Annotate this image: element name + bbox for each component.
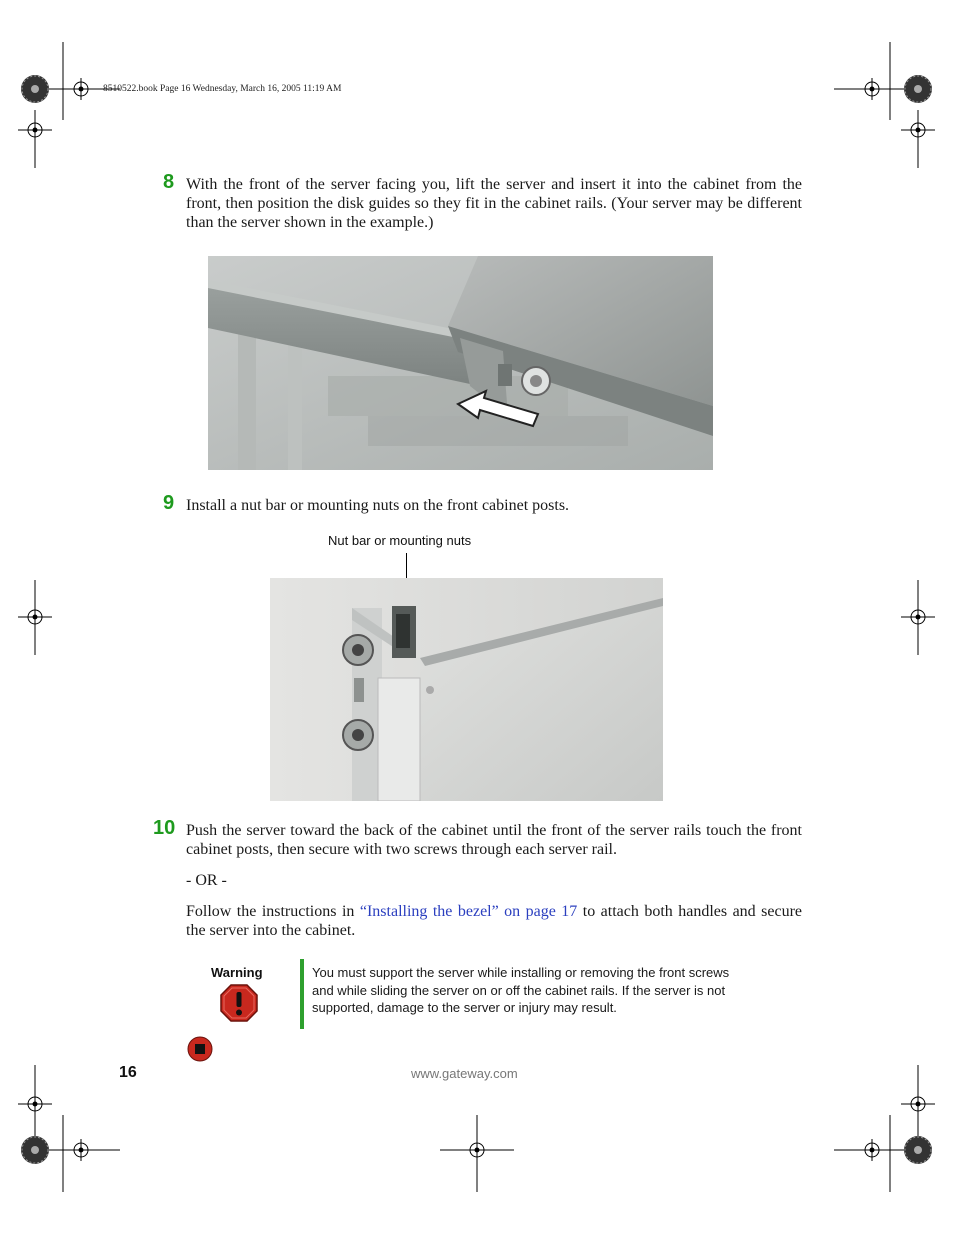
installing-bezel-link[interactable]: “Installing the bezel” on page 17 [359, 903, 578, 920]
warning-label: Warning [211, 965, 263, 980]
step-8-number: 8 [163, 171, 175, 193]
step-8-text: With the front of the server facing you, lift the server and insert it into the cabinet from the front, then position the disk guides so they fit in the cabinet rails. (Your server may be different than the server shown in the example.) [186, 176, 802, 231]
exclamation-octagon-icon [220, 984, 258, 1022]
server-insertion-photo [208, 256, 713, 470]
page-number: 16 [119, 1064, 137, 1081]
follow-text-after: to attach both handles and secure the server into the cabinet. [186, 903, 803, 939]
step-10-text: Push the server toward the back of the cabinet until the front of the server rails touch the front cabinet posts, then secure with two screws through each server rail. [186, 822, 802, 858]
warning-divider-bar [300, 959, 304, 1029]
nut-bar-photo [270, 578, 663, 801]
nut-bar-callout: Nut bar or mounting nuts [328, 533, 472, 548]
follow-text-before: Follow the instructions in [186, 903, 360, 920]
follow-instructions [186, 902, 802, 940]
book-info-header: 8510522.book Page 16 Wednesday, March 16, 2005 11:19 AM [103, 84, 342, 94]
stop-icon [187, 1036, 213, 1062]
warning-text: You must support the server while installing or removing the front screws and while sliding the server on or off the cabinet rails. If the server is not supported, damage to the server or injury may result. [312, 965, 730, 1015]
step-9-number: 9 [163, 492, 175, 514]
or-separator: - OR - [186, 872, 227, 889]
step-9-text: Install a nut bar or mounting nuts on the front cabinet posts. [186, 497, 570, 514]
footer-url: www.gateway.com [411, 1066, 518, 1081]
step-10-number: 10 [153, 817, 176, 839]
